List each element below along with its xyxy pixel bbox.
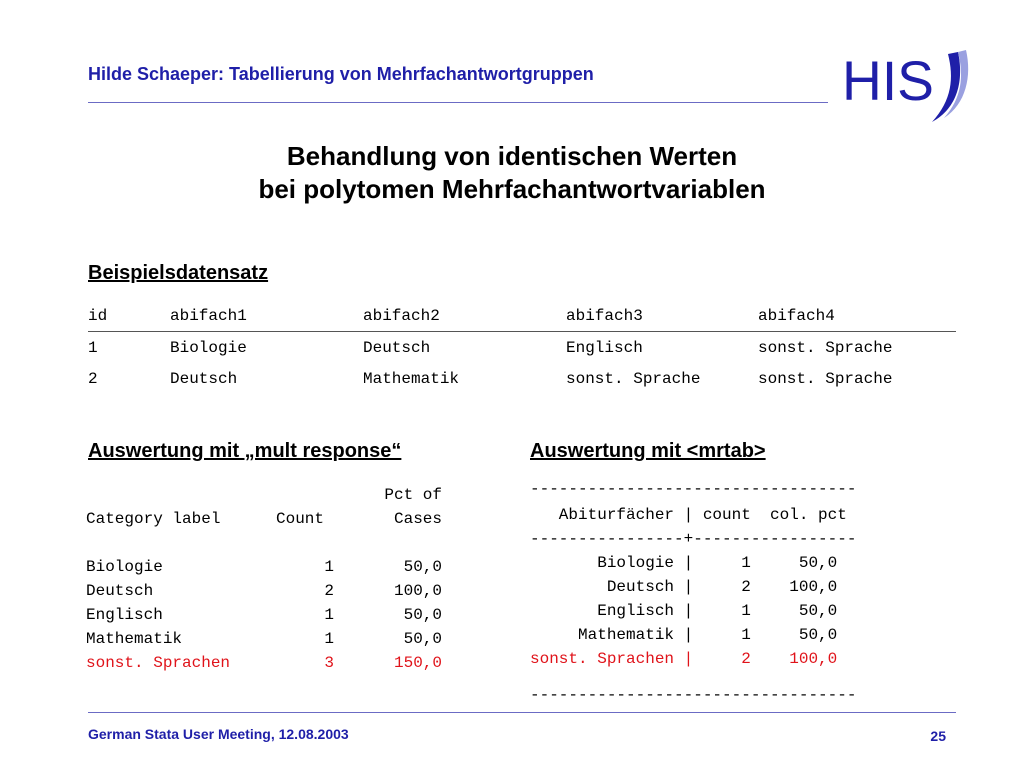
mrtab-heading: Auswertung mit <mrtab> [530, 440, 766, 462]
mr-row-pct: 50,0 [403, 606, 442, 624]
his-logo-text: HIS [842, 49, 934, 112]
dataset-table [88, 300, 956, 394]
slide-title [0, 140, 1024, 206]
mr-row-count: 1 [324, 630, 334, 648]
mrtab-rule-top: ---------------------------------- [530, 480, 857, 498]
mr-row-label: Englisch [86, 606, 163, 624]
mrtab-row: Mathematik | 1 50,0 [530, 626, 838, 644]
column-header: abifach1 [170, 300, 363, 332]
header-divider [88, 102, 828, 103]
dataset-heading: Beispielsdatensatz [88, 262, 269, 284]
mr-row-pct: 50,0 [403, 558, 442, 576]
mrtab-row-highlight: sonst. Sprachen | 2 100,0 [530, 650, 838, 668]
mult-response-output [86, 486, 446, 676]
mrtab-header: Abiturfächer | count col. pct [530, 506, 847, 524]
mrtab-output [530, 480, 950, 710]
table-row [88, 332, 956, 364]
column-header: abifach3 [566, 300, 758, 332]
table-cell: Englisch [566, 338, 643, 357]
his-logo [840, 40, 975, 130]
mr-row-count: 2 [324, 582, 334, 600]
table-cell: Biologie [170, 338, 247, 357]
mr-row-count: 1 [324, 606, 334, 624]
mr-row-label-highlight: sonst. Sprachen [86, 654, 231, 672]
footer-divider [88, 712, 956, 713]
table-cell: Mathematik [363, 369, 460, 388]
mrtab-row: Biologie | 1 50,0 [530, 554, 838, 572]
column-header: abifach4 [758, 300, 956, 332]
mr-row-label: Deutsch [86, 582, 154, 600]
page-number: 25 [930, 728, 946, 744]
mrtab-row: Deutsch | 2 100,0 [530, 578, 838, 596]
category-label-header: Category label [86, 510, 221, 528]
mrtab-row: Englisch | 1 50,0 [530, 602, 838, 620]
mult-response-heading: Auswertung mit „mult response“ [88, 440, 402, 462]
table-cell: 2 [88, 369, 98, 388]
cases-header: Cases [393, 510, 442, 528]
mr-row-pct: 100,0 [393, 582, 442, 600]
mr-row-pct: 50,0 [403, 630, 442, 648]
table-cell: Deutsch [170, 369, 238, 388]
mr-row-count: 1 [324, 558, 334, 576]
table-cell: sonst. Sprache [758, 369, 893, 388]
slide-title-line1: Behandlung von identischen Werten [286, 141, 738, 171]
table-cell: sonst. Sprache [566, 369, 701, 388]
mrtab-rule-bottom: ---------------------------------- [530, 686, 857, 704]
mr-row-label: Biologie [86, 558, 163, 576]
footer-text: German Stata User Meeting, 12.08.2003 [88, 726, 349, 742]
table-cell: sonst. Sprache [758, 338, 893, 357]
mr-row-count-highlight: 3 [324, 654, 334, 672]
mr-row-pct-highlight: 150,0 [393, 654, 442, 672]
pct-of-header: Pct of [384, 486, 442, 504]
slide-title-line2: bei polytomen Mehrfachantwortvariablen [258, 174, 766, 204]
column-header: id [88, 300, 170, 332]
header-title: Hilde Schaeper: Tabellierung von Mehrfachantwortgruppen [88, 64, 594, 84]
mrtab-rule-mid: ----------------+----------------- [530, 530, 857, 548]
table-row [88, 363, 956, 394]
mr-row-label: Mathematik [86, 630, 183, 648]
count-header: Count [276, 510, 325, 528]
table-cell: Deutsch [363, 338, 431, 357]
column-header: abifach2 [363, 300, 566, 332]
table-header-row [88, 300, 956, 332]
table-cell: 1 [88, 338, 98, 357]
